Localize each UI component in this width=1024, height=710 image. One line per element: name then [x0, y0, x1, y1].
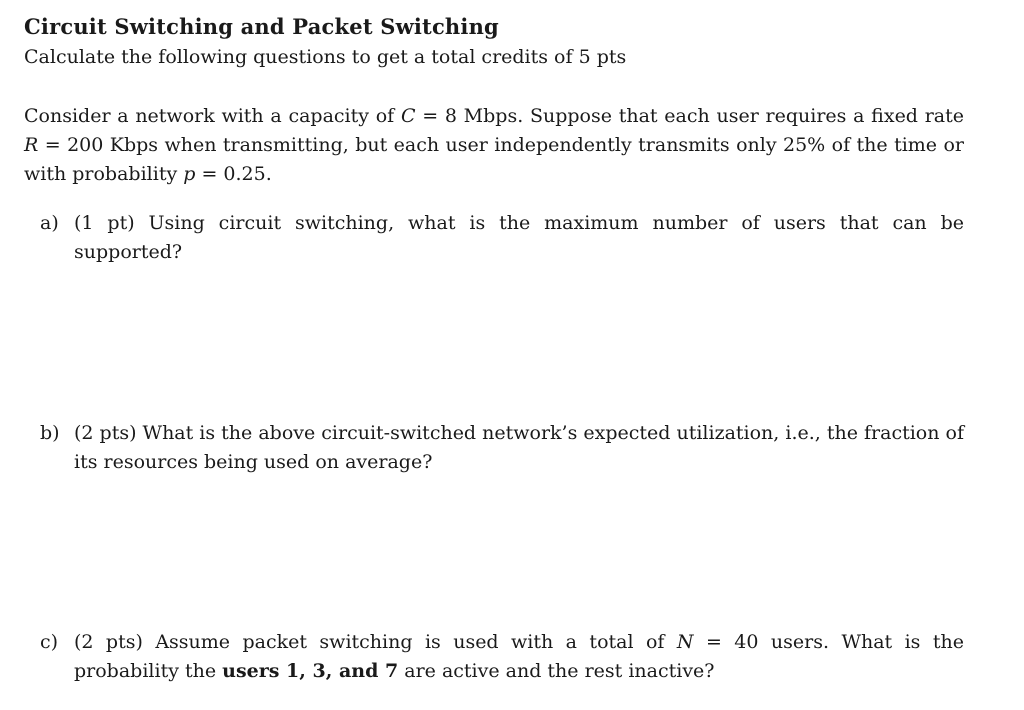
question-b: [40, 419, 964, 477]
question-c: [40, 628, 964, 686]
document-subtitle: Calculate the following questions to get a total credits of 5 pts: [24, 46, 627, 68]
problem-statement: [24, 102, 964, 189]
question-a-label: a): [40, 212, 59, 234]
intro-text-3: = 200 Kbps when transmitting, but each user independently transmits only 25% of the time or with probability: [24, 134, 964, 185]
question-c-bold-users: users 1, 3, and 7: [222, 660, 399, 682]
question-c-text: [74, 628, 964, 686]
question-c-text-before: (2 pts) Assume packet switching is used with a total of: [74, 631, 677, 653]
var-rate: R: [24, 134, 39, 156]
question-a-text: (1 pt) Using circuit switching, what is the maximum number of users that can be supported?: [74, 212, 964, 263]
question-b-label: b): [40, 422, 60, 444]
intro-text-2: = 8 Mbps. Suppose that each user requires a fixed rate: [415, 105, 964, 127]
question-c-text-after: are active and the rest inactive?: [398, 660, 715, 682]
question-c-text-mid: = 40 users. What is the probability the: [74, 631, 964, 682]
question-c-label: c): [40, 631, 59, 653]
var-capacity: C: [400, 105, 416, 127]
var-users-count: N: [676, 631, 694, 653]
intro-text-4: = 0.25.: [195, 163, 272, 185]
var-probability: p: [183, 163, 196, 185]
question-a: [40, 209, 964, 267]
document-title: Circuit Switching and Packet Switching: [24, 14, 499, 39]
intro-text-1: Consider a network with a capacity of: [24, 105, 401, 127]
question-b-text: (2 pts) What is the above circuit-switched network’s expected utilization, i.e., the fraction of its resources being used on average?: [74, 422, 964, 473]
